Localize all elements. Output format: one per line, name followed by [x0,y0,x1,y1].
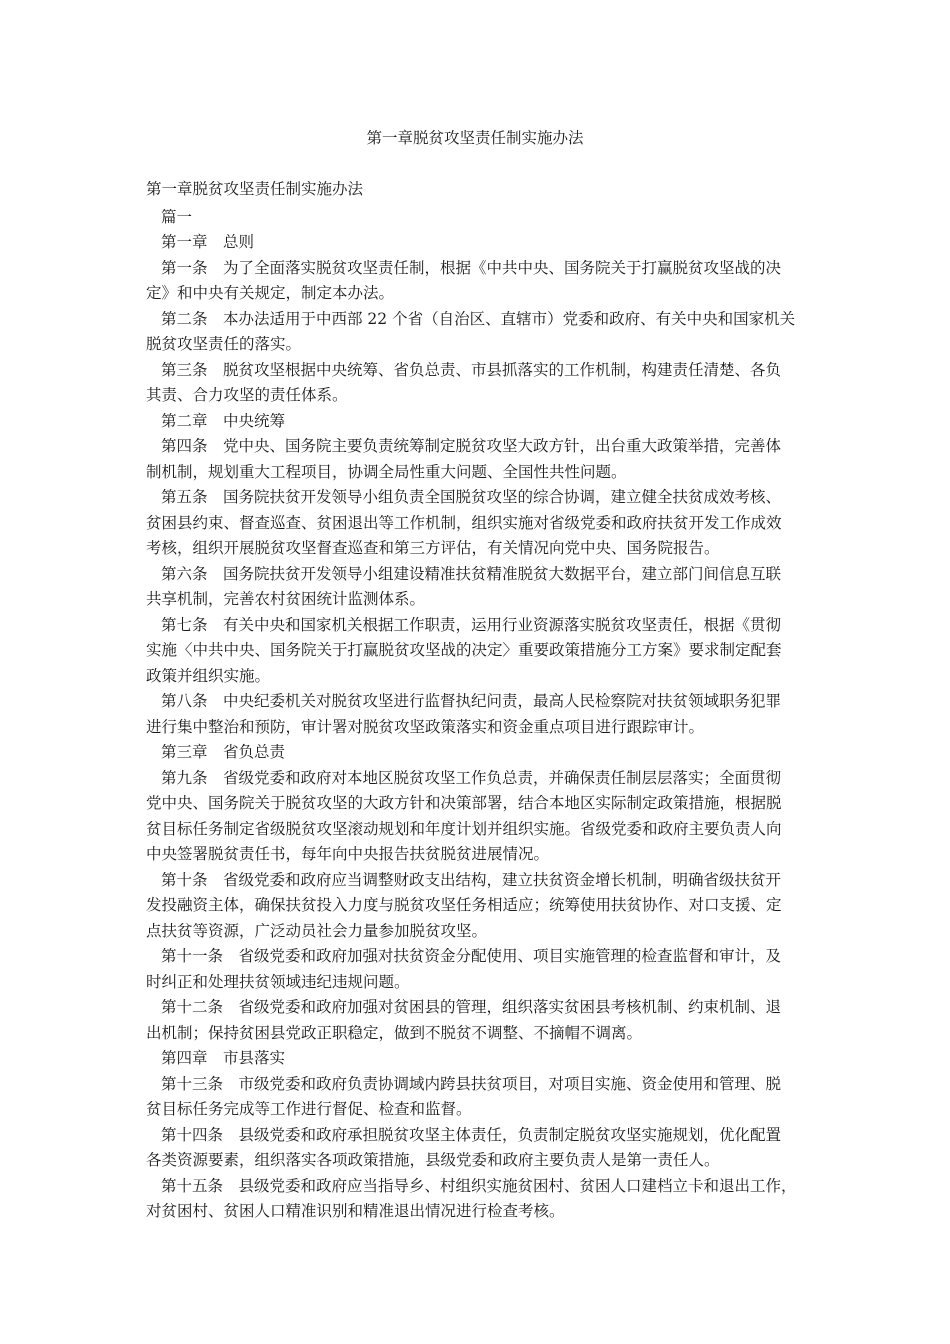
text-line: 进行集中整治和预防，审计署对脱贫攻坚政策落实和资金重点项目进行跟踪审计。 [146,717,705,736]
text-line: 贫目标任务制定省级脱贫攻坚滚动规划和年度计划并组织实施。省级党委和政府主要负责人向 [146,819,782,838]
text-line: 贫困县约束、督查巡查、贫困退出等工作机制，组织实施对省级党委和政府扶贫开发工作成效 [146,513,782,532]
text-line: 第三章 省负总责 [161,743,286,761]
text-line: 各类资源要素，组织落实各项政策措施，县级党委和政府主要负责人是第一责任人。 [146,1151,720,1169]
document-body [146,177,806,1225]
text-line: 党中央、国务院关于脱贫攻坚的大政方针和决策部署，结合本地区实际制定政策措施，根据脱 [146,794,782,812]
text-line: 第三条 脱贫攻坚根据中央统筹、省负总责、市县抓落实的工作机制，构建责任清楚、各负 [161,360,782,379]
text-line: 第七条 有关中央和国家机关根据工作职责，运用行业资源落实脱贫攻坚责任，根据《贯彻 [161,615,782,634]
text-line: 第八条 中央纪委机关对脱贫攻坚进行监督执纪问责，最高人民检察院对扶贫领域职务犯罪 [161,692,782,710]
text-line: 篇一 [161,207,193,226]
text-line: 考核，组织开展脱贫攻坚督查巡查和第三方评估，有关情况向党中央、国务院报告。 [146,539,720,557]
text-line: 其责、合力攻坚的责任体系。 [146,386,348,404]
text-line: 第十四条 县级党委和政府承担脱贫攻坚主体责任，负责制定脱贫攻坚实施规划，优化配置 [161,1125,782,1144]
text-line: 第九条 省级党委和政府对本地区脱贫攻坚工作负总责，并确保责任制层层落实；全面贯彻 [161,768,782,787]
text-line: 第二条 本办法适用于中西部 22 个省（自治区、直辖市）党委和政府、有关中央和国家机关 [161,309,796,328]
text-line: 第一章 总则 [161,233,255,251]
text-line: 点扶贫等资源，广泛动员社会力量参加脱贫攻坚。 [146,921,488,940]
document-heading: 第一章脱贫攻坚责任制实施办法 [146,180,364,198]
text-line: 第十五条 县级党委和政府应当指导乡、村组织实施贫困村、贫困人口建档立卡和退出工作， [161,1176,797,1195]
text-line: 第六条 国务院扶贫开发领导小组建设精准扶贫精准脱贫大数据平台，建立部门间信息互联 [161,564,782,583]
text-line: 第十一条 省级党委和政府加强对扶贫资金分配使用、项目实施管理的检查监督和审计，及 [161,947,782,965]
text-line: 发投融资主体，确保扶贫投入力度与脱贫攻坚任务相适应；统筹使用扶贫协作、对口支援、定 [146,896,782,914]
text-line: 时纠正和处理扶贫领域违纪违规问题。 [146,972,410,991]
text-line: 第五条 国务院扶贫开发领导小组负责全国脱贫攻坚的综合协调，建立健全扶贫成效考核、 [161,488,782,506]
text-line: 对贫困村、贫困人口精准识别和精准退出情况进行检查考核。 [146,1202,565,1220]
text-line: 制机制，规划重大工程项目，协调全局性重大问题、全国性共性问题。 [146,462,627,481]
text-line: 中央签署脱贫责任书，每年向中央报告扶贫脱贫进展情况。 [146,845,550,863]
text-line: 第四条 党中央、国务院主要负责统筹制定脱贫攻坚大政方针，出台重大政策举措，完善体 [161,437,782,455]
text-line: 实施〈中共中央、国务院关于打赢脱贫攻坚战的决定〉重要政策措施分工方案》要求制定配套 [146,641,782,659]
text-line: 第十条 省级党委和政府应当调整财政支出结构，建立扶贫资金增长机制，明确省级扶贫开 [161,870,782,889]
text-line: 第一条 为了全面落实脱贫攻坚责任制，根据《中共中央、国务院关于打赢脱贫攻坚战的决 [161,258,782,277]
text-line: 第十三条 市级党委和政府负责协调域内跨县扶贫项目，对项目实施、资金使用和管理、脱 [161,1074,782,1093]
text-line: 共享机制，完善农村贫困统计监测体系。 [146,590,426,608]
text-line: 政策并组织实施。 [146,666,271,685]
text-line: 第四章 市县落实 [161,1049,286,1067]
text-line: 贫目标任务完成等工作进行督促、检查和监督。 [146,1100,472,1118]
text-line: 出机制；保持贫困县党政正职稳定，做到不脱贫不调整、不摘帽不调离。 [146,1023,643,1042]
text-line: 第十二条 省级党委和政府加强对贫困县的管理，组织落实贫困县考核机制、约束机制、退 [161,998,782,1016]
text-line: 第二章 中央统筹 [161,411,286,430]
text-line: 定》和中央有关规定，制定本办法。 [146,284,395,302]
text-line: 脱贫攻坚责任的落实。 [146,335,302,353]
document-title: 第一章脱贫攻坚责任制实施办法 [366,129,584,147]
